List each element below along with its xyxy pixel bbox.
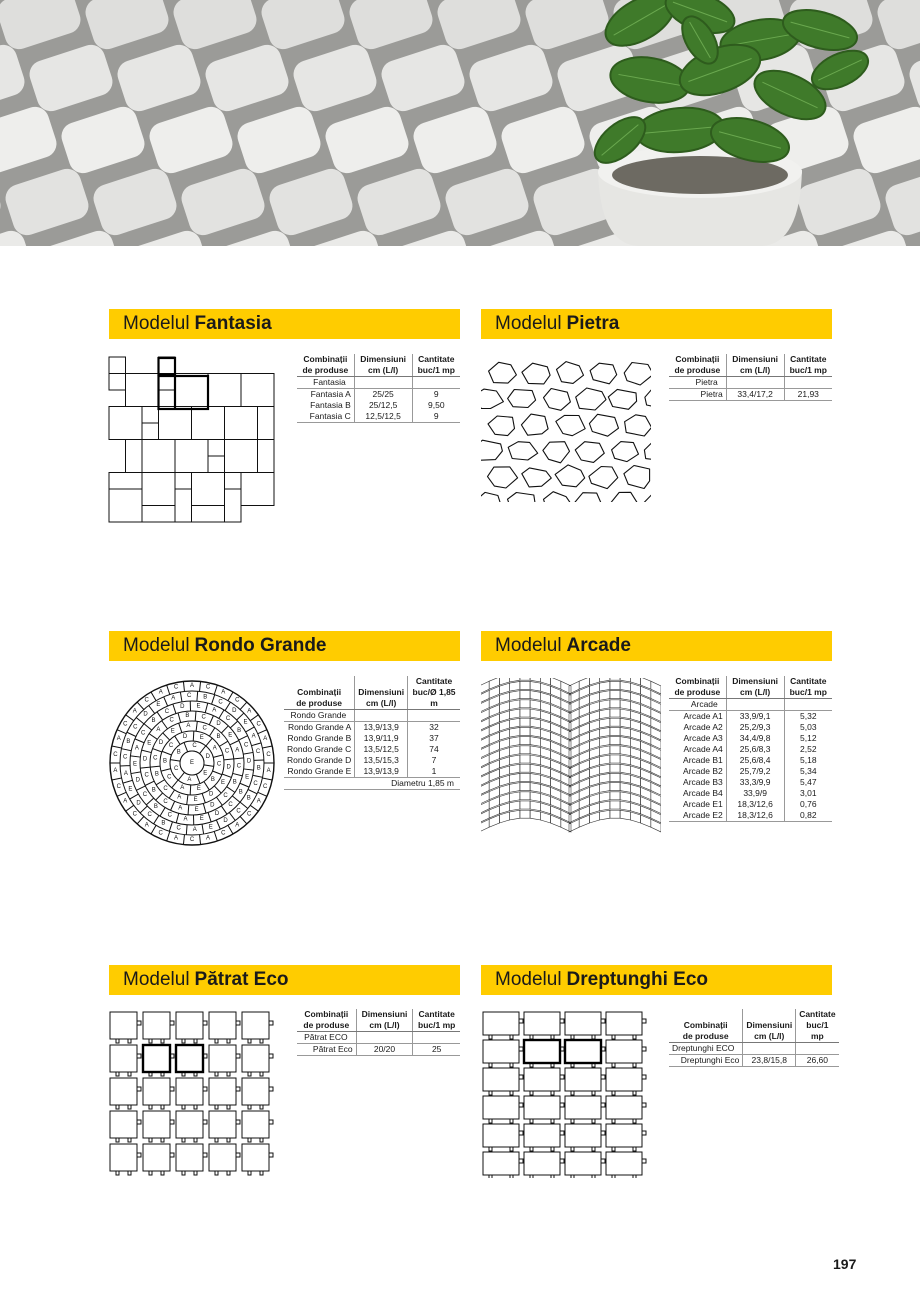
svg-text:E: E [128, 786, 133, 793]
section-header-rondo-grande [109, 631, 460, 661]
section-header-patrat-eco [109, 965, 460, 995]
svg-text:E: E [193, 796, 198, 803]
quantity-cell: 5,03 [784, 722, 832, 733]
table-group-row [669, 377, 832, 389]
fantasia-pattern-diagram [108, 356, 278, 526]
svg-text:B: B [154, 771, 159, 778]
table-row [669, 744, 832, 755]
svg-text:A: A [205, 835, 211, 842]
dimension-cell: 33,4/17,2 [726, 389, 784, 401]
svg-text:B: B [153, 804, 158, 811]
dimension-cell: 25,2/9,3 [726, 722, 784, 733]
hero-photo [0, 0, 920, 246]
svg-text:B: B [162, 758, 168, 765]
table-group-row [284, 710, 460, 722]
group-label: Dreptunghi ECO [669, 1043, 743, 1055]
dimension-cell: 25/25 [354, 389, 412, 401]
svg-text:C: C [167, 774, 172, 781]
product-name-cell: Arcade B1 [683, 755, 723, 765]
svg-text:A: A [173, 835, 179, 842]
section-header-arcade [481, 631, 832, 661]
fantasia-group-highlight [159, 376, 209, 409]
dimension-cell: 34,4/9,8 [726, 733, 784, 744]
quantity-cell: 25 [413, 1044, 460, 1056]
svg-text:A: A [235, 747, 240, 754]
svg-text:A: A [221, 689, 226, 696]
svg-text:E: E [220, 780, 226, 787]
column-header: Dimensiuni cm (L/l) [355, 676, 408, 710]
table-row [297, 389, 460, 401]
quantity-cell: 5,12 [784, 733, 832, 744]
svg-text:A: A [256, 798, 261, 805]
product-name-cell: Rondo Grande E [284, 766, 355, 778]
diameter-note: Diametru 1,85 m [284, 778, 460, 790]
svg-text:C: C [142, 792, 148, 799]
column-header: Combinații de produse [669, 1009, 743, 1043]
svg-text:D: D [182, 733, 188, 740]
svg-text:A: A [189, 683, 195, 689]
table-group-row [297, 377, 460, 389]
svg-text:D: D [226, 764, 231, 771]
svg-text:C: C [201, 714, 206, 721]
svg-text:A: A [123, 798, 128, 805]
quantity-cell: 1 [408, 766, 460, 778]
product-name-cell: Rondo Grande A [287, 722, 352, 732]
svg-text:A: A [171, 695, 176, 702]
column-header: Combinații de produse [297, 1009, 356, 1032]
table-header-row [284, 676, 460, 710]
table-group-row [669, 699, 832, 711]
group-label: Pătrat ECO [297, 1032, 356, 1044]
dimension-cell: 12,5/12,5 [354, 411, 412, 423]
svg-text:B: B [216, 734, 221, 741]
group-label: Fantasia [297, 377, 354, 389]
patrat-eco-pattern-diagram [108, 1010, 278, 1178]
svg-text:C: C [144, 772, 149, 779]
product-name-cell: Arcade B4 [683, 788, 723, 798]
svg-text:C: C [169, 717, 174, 724]
svg-text:C: C [225, 715, 231, 722]
column-header: Combinații de produse [669, 354, 726, 377]
svg-text:E: E [170, 728, 175, 735]
svg-text:C: C [255, 749, 261, 756]
table-row [669, 755, 832, 766]
quantity-cell: 2,52 [784, 744, 832, 755]
svg-text:B: B [185, 713, 190, 720]
svg-text:C: C [158, 830, 163, 837]
table-header-row [669, 676, 832, 699]
svg-text:C: C [123, 754, 128, 761]
column-header: Combinații de produse [669, 676, 726, 699]
svg-text:C: C [163, 785, 168, 792]
product-name-cell: Arcade A4 [683, 744, 723, 754]
quantity-cell: 74 [408, 744, 460, 755]
svg-text:A: A [123, 770, 128, 777]
header-prefix: Modelul [123, 969, 190, 990]
arcade-table [669, 676, 832, 822]
header-model-name: Rondo Grande [194, 635, 327, 656]
svg-text:A: A [113, 768, 118, 774]
quantity-cell: 5,32 [784, 711, 832, 723]
svg-text:A: A [251, 733, 256, 740]
svg-text:E: E [243, 719, 248, 726]
product-name-cell: Rondo Grande B [287, 733, 352, 743]
table-row [669, 766, 832, 777]
svg-text:D: D [210, 802, 215, 809]
table-row [669, 788, 832, 799]
product-name-cell: Arcade A3 [683, 733, 723, 743]
column-header: Combinații de produse [284, 676, 355, 710]
quantity-cell: 37 [408, 733, 460, 744]
svg-text:E: E [196, 786, 201, 793]
svg-text:C: C [247, 811, 252, 818]
svg-text:C: C [167, 812, 172, 819]
svg-text:A: A [156, 727, 161, 734]
quantity-cell: 26,60 [796, 1055, 839, 1067]
column-header: Cantitate buc/1 mp [784, 676, 832, 699]
quantity-cell: 0,76 [784, 799, 832, 810]
product-name-cell: Arcade E2 [669, 810, 726, 822]
column-header: Cantitate buc/1 mp [796, 1009, 839, 1043]
svg-text:C: C [192, 743, 197, 750]
svg-text:D: D [216, 721, 221, 728]
svg-text:C: C [153, 755, 158, 762]
svg-text:B: B [232, 779, 237, 786]
dreptunghi-eco-table [669, 1009, 839, 1067]
fantasia-table [297, 354, 460, 423]
svg-text:E: E [189, 760, 195, 766]
svg-text:C: C [253, 781, 258, 788]
table-row [669, 733, 832, 744]
dimension-cell: 18,3/12,6 [726, 799, 784, 810]
dimension-cell: 20/20 [356, 1044, 413, 1056]
table-header-row [297, 1009, 460, 1032]
dimension-cell: 13,9/13,9 [355, 722, 408, 734]
svg-text:B: B [203, 694, 208, 701]
quantity-cell: 32 [408, 722, 460, 734]
section-header-pietra [481, 309, 832, 339]
svg-text:C: C [263, 783, 268, 790]
header-prefix: Modelul [123, 635, 190, 656]
svg-text:D: D [223, 818, 228, 824]
table-row [669, 777, 832, 788]
svg-text:B: B [237, 727, 242, 734]
svg-text:C: C [176, 825, 181, 832]
svg-text:C: C [174, 766, 179, 773]
svg-text:A: A [132, 708, 137, 715]
header-model-name: Dreptunghi Eco [566, 969, 708, 990]
arcade-pattern-diagram [481, 678, 661, 842]
product-name-cell: Arcade A2 [683, 722, 723, 732]
dimension-cell: 25/12,5 [354, 400, 412, 411]
svg-text:A: A [178, 805, 183, 812]
dimension-cell: 25,6/8,3 [726, 744, 784, 755]
svg-text:E: E [203, 770, 208, 777]
column-header: Dimensiuni cm (L/l) [356, 1009, 413, 1032]
header-model-name: Pietra [566, 313, 620, 334]
svg-text:B: B [151, 718, 156, 724]
product-name-cell: Rondo Grande C [287, 744, 352, 754]
rondo-grande-table [284, 676, 460, 790]
column-header: Combinații de produse [297, 354, 354, 377]
table-row [669, 711, 832, 723]
svg-text:E: E [132, 761, 138, 768]
svg-text:A: A [212, 707, 217, 714]
svg-text:B: B [238, 789, 243, 796]
svg-text:C: C [223, 792, 228, 799]
header-model-name: Arcade [566, 635, 631, 656]
dimension-cell: 13,5/15,3 [355, 755, 408, 766]
table-row [284, 744, 460, 755]
dimension-cell: 13,5/12,5 [355, 744, 408, 755]
table-note-row [284, 778, 460, 790]
group-label: Arcade [669, 699, 726, 711]
quantity-cell: 5,18 [784, 755, 832, 766]
svg-text:C: C [144, 697, 149, 704]
header-prefix: Modelul [495, 313, 562, 334]
svg-text:A: A [158, 689, 163, 696]
product-name-cell: Arcade B2 [683, 766, 723, 776]
svg-text:C: C [235, 697, 240, 704]
product-name-cell: Fantasia C [297, 411, 354, 423]
product-name-cell: Pătrat Eco [297, 1044, 356, 1056]
table-row [297, 400, 460, 411]
dimension-cell: 25,6/8,4 [726, 755, 784, 766]
table-row [669, 799, 832, 810]
svg-text:A: A [186, 723, 191, 730]
dimension-cell: 33,3/9,9 [726, 777, 784, 788]
svg-text:C: C [216, 761, 222, 768]
svg-text:C: C [256, 721, 261, 728]
table-row [297, 411, 460, 423]
dreptunghi-eco-pattern-diagram [481, 1010, 653, 1178]
product-name-cell: Dreptunghi Eco [669, 1055, 743, 1067]
dimension-cell: 33,9/9 [726, 788, 784, 799]
column-header: Cantitate buc/1 mp [784, 354, 832, 377]
quantity-cell: 5,47 [784, 777, 832, 788]
svg-text:A: A [116, 736, 121, 743]
svg-text:C: C [244, 742, 249, 749]
svg-text:E: E [196, 703, 201, 710]
svg-text:B: B [161, 820, 166, 827]
svg-text:C: C [189, 837, 195, 843]
svg-text:A: A [183, 816, 188, 823]
dimension-cell: 25,7/9,2 [726, 766, 784, 777]
svg-text:A: A [134, 745, 139, 752]
header-prefix: Modelul [495, 969, 562, 990]
svg-text:A: A [263, 736, 268, 743]
svg-text:D: D [136, 800, 141, 807]
svg-text:C: C [164, 708, 170, 715]
svg-text:E: E [199, 816, 204, 823]
svg-text:E: E [194, 806, 199, 813]
header-prefix: Modelul [123, 313, 190, 334]
product-name-cell: Rondo Grande D [287, 755, 352, 765]
table-row [669, 722, 832, 733]
quantity-cell: 3,01 [784, 788, 832, 799]
svg-text:C: C [236, 808, 241, 815]
svg-text:A: A [144, 822, 149, 829]
svg-text:C: C [168, 742, 174, 749]
svg-text:C: C [163, 798, 168, 805]
column-header: Cantitate buc/1 mp [412, 354, 460, 377]
svg-text:D: D [232, 708, 237, 714]
svg-text:E: E [199, 734, 204, 741]
dimension-cell: 33,9/9,1 [726, 711, 784, 723]
product-name-cell: Pietra [669, 389, 726, 401]
dimension-cell: 13,9/11,9 [355, 733, 408, 744]
rondo-grande-pattern-diagram [108, 680, 278, 846]
svg-text:C: C [123, 721, 128, 728]
page-number: 197 [833, 1256, 857, 1272]
svg-text:D: D [135, 777, 140, 784]
quantity-cell: 21,93 [784, 389, 832, 401]
svg-text:C: C [187, 693, 192, 700]
svg-text:D: D [158, 739, 164, 746]
table-row [669, 389, 832, 401]
svg-text:E: E [156, 702, 161, 708]
table-row [284, 722, 460, 734]
table-row [284, 755, 460, 766]
header-model-name: Fantasia [194, 313, 272, 334]
column-header: Dimensiuni cm (L/l) [726, 354, 784, 377]
svg-text:A: A [247, 708, 252, 715]
svg-text:B: B [246, 795, 251, 802]
svg-text:D: D [143, 711, 148, 718]
column-header: Dimensiuni cm (L/l) [354, 354, 412, 377]
svg-text:E: E [208, 824, 213, 831]
svg-text:C: C [266, 752, 271, 758]
table-header-row [297, 354, 460, 377]
svg-text:A: A [235, 822, 240, 829]
svg-text:B: B [126, 738, 131, 745]
svg-text:C: C [116, 783, 121, 790]
svg-text:D: D [180, 703, 185, 710]
column-header: Cantitate buc/1 mp [413, 1009, 460, 1032]
table-group-row [669, 1043, 839, 1055]
dimension-cell: 13,9/13,9 [355, 766, 408, 778]
svg-text:C: C [147, 812, 152, 818]
svg-text:C: C [202, 725, 207, 732]
svg-text:D: D [142, 756, 148, 763]
svg-text:C: C [228, 802, 233, 808]
table-row [669, 810, 832, 822]
svg-text:E: E [228, 732, 233, 739]
section-header-fantasia [109, 309, 460, 339]
svg-text:C: C [173, 684, 179, 691]
column-header: Cantitate buc/Ø 1,85 m [408, 676, 460, 710]
fantasia-c-highlight [159, 358, 176, 375]
product-name-cell: Arcade A1 [683, 711, 723, 721]
table-row [284, 733, 460, 744]
product-name-cell: Arcade E1 [683, 799, 723, 809]
table-row [669, 1055, 839, 1067]
table-header-row [669, 1009, 839, 1043]
svg-text:B: B [151, 787, 156, 794]
header-model-name: Pătrat Eco [194, 969, 289, 990]
svg-text:D: D [205, 753, 210, 760]
svg-text:C: C [236, 763, 242, 770]
patrat-eco-table [297, 1009, 460, 1056]
svg-text:C: C [221, 830, 226, 837]
svg-text:A: A [177, 794, 182, 801]
svg-text:D: D [214, 811, 220, 818]
quantity-cell: 9,50 [412, 400, 460, 411]
section-header-dreptunghi-eco [481, 965, 832, 995]
svg-text:C: C [133, 724, 138, 731]
svg-text:E: E [147, 740, 152, 747]
svg-text:D: D [209, 791, 214, 798]
quantity-cell: 0,82 [784, 810, 832, 822]
header-prefix: Modelul [495, 635, 562, 656]
svg-text:A: A [180, 785, 185, 792]
svg-text:A: A [187, 776, 192, 783]
column-header: Dimensiuni cm (L/l) [743, 1009, 796, 1043]
svg-text:B: B [256, 765, 261, 772]
group-label: Pietra [669, 377, 726, 389]
table-row [297, 1044, 460, 1056]
quantity-cell: 9 [412, 411, 460, 423]
svg-text:C: C [132, 811, 137, 818]
pietra-table [669, 354, 832, 401]
table-group-row [297, 1032, 460, 1044]
quantity-cell: 7 [408, 755, 460, 766]
svg-text:A: A [266, 768, 271, 774]
table-row [284, 766, 460, 778]
group-label: Rondo Grande [284, 710, 355, 722]
svg-text:C: C [224, 748, 230, 755]
dimension-cell: 23,8/15,8 [743, 1055, 796, 1067]
svg-text:C: C [141, 730, 146, 737]
product-name-cell: Fantasia A [310, 389, 351, 399]
svg-text:B: B [176, 749, 181, 756]
svg-text:C: C [113, 752, 118, 758]
svg-text:B: B [210, 777, 215, 784]
svg-text:A: A [212, 745, 217, 752]
column-header: Dimensiuni cm (L/l) [726, 676, 784, 699]
product-name-cell: Fantasia B [310, 400, 351, 410]
pietra-pattern-diagram [481, 356, 651, 502]
quantity-cell: 9 [412, 389, 460, 401]
svg-text:C: C [218, 699, 223, 706]
dimension-cell: 18,3/12,6 [726, 810, 784, 822]
product-name-cell: Arcade B3 [683, 777, 723, 787]
table-header-row [669, 354, 832, 377]
svg-text:A: A [192, 826, 197, 833]
svg-text:D: D [246, 758, 252, 765]
paving-stones-plant-photo [0, 0, 920, 246]
svg-text:E: E [245, 774, 250, 781]
svg-text:C: C [205, 684, 211, 691]
quantity-cell: 5,34 [784, 766, 832, 777]
